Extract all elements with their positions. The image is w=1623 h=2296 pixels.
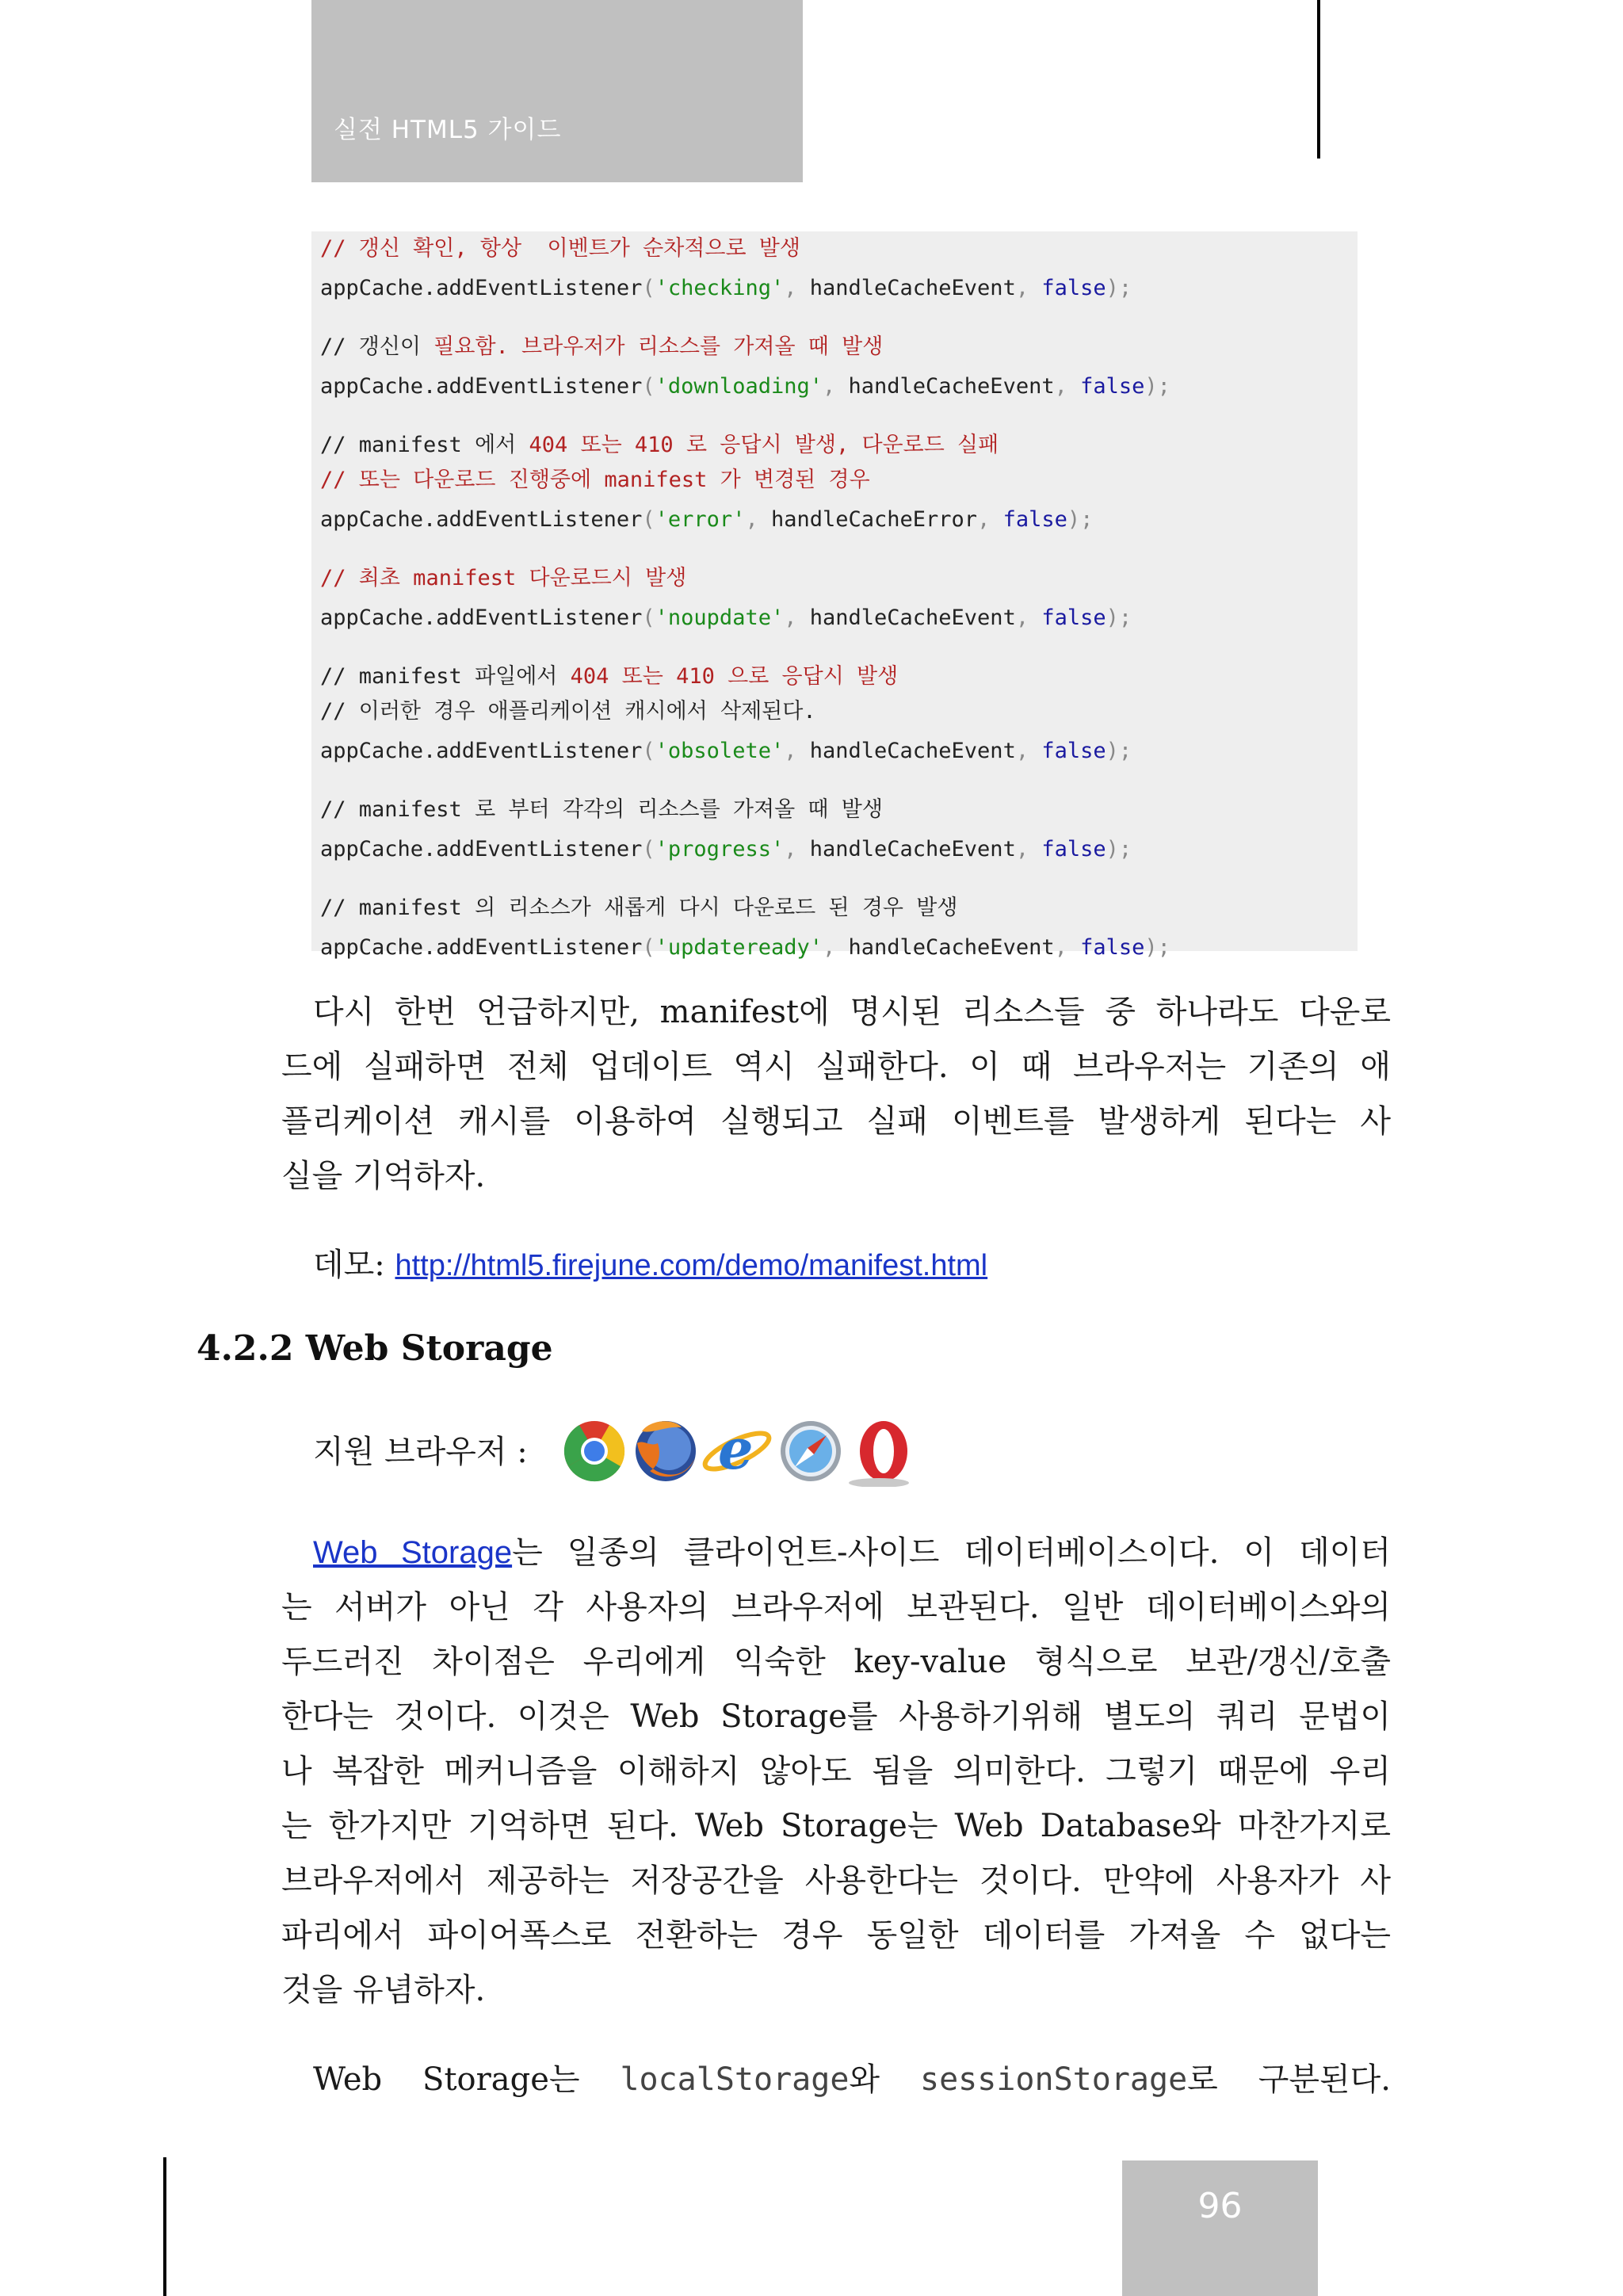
code-block — [311, 231, 1358, 960]
code-line — [320, 565, 686, 592]
code-token: , — [784, 606, 810, 630]
text-line — [281, 1529, 1391, 1576]
code-token: ( — [642, 606, 655, 630]
text-line: 실을 기억하자. — [281, 1158, 486, 1194]
code-token: 'error' — [655, 507, 746, 532]
code-token: handleCacheEvent — [809, 739, 1016, 763]
code-token: 필요함. 브라우저가 리소스를 가져올 때 발생 — [433, 334, 884, 359]
code-token: // manifest 파일에서 — [320, 664, 571, 689]
code-token: , — [1015, 739, 1042, 763]
firefox-icon — [636, 1421, 696, 1481]
code-token: handleCacheEvent — [809, 276, 1016, 300]
section-heading: 4.2.2 Web Storage — [197, 1328, 553, 1369]
demo-label: 데모: — [313, 1247, 385, 1283]
text-line: 한다는 것이다. 이것은 Web Storage를 사용하기위해 별도의 쿼리 문법이 — [281, 1698, 1391, 1735]
code-token: handleCacheEvent — [809, 606, 1016, 630]
code-token: handleCacheEvent — [848, 374, 1055, 399]
code-token: // 이러한 경우 애플리케이션 캐시에서 삭제된다. — [320, 699, 816, 724]
code-token: appCache.addEventListener — [320, 276, 643, 300]
chrome-icon — [564, 1421, 632, 1485]
text-line: 파리에서 파이어폭스로 전환하는 경우 동일한 데이터를 가져올 수 없다는 — [281, 1917, 1391, 1954]
header-block — [311, 0, 803, 182]
code-token: ( — [642, 276, 655, 300]
code-token: ( — [642, 837, 655, 861]
code-line — [320, 797, 883, 823]
code-token: appCache.addEventListener — [320, 606, 643, 630]
code-line — [320, 605, 1132, 632]
code-token: false — [1041, 276, 1106, 300]
code-token: 404 또는 410 로 응답시 발생, 다운로드 실패 — [529, 433, 999, 457]
code-token: 'progress' — [655, 837, 785, 861]
code-token: , — [1015, 276, 1042, 300]
text-line: 브라우저에서 제공하는 저장공간을 사용한다는 것이다. 만약에 사용자가 사 — [281, 1862, 1391, 1899]
svg-text:e: e — [718, 1416, 754, 1482]
margin-rule-top — [1317, 0, 1320, 159]
code-token: , — [784, 837, 810, 861]
text-line: 두드러진 차이점은 우리에게 익숙한 key-value 형식으로 보관/갱신/호출 — [281, 1644, 1391, 1680]
code-line — [320, 467, 870, 494]
code-token: false — [1041, 837, 1106, 861]
browser-icons — [559, 1415, 931, 1487]
code-token: ( — [642, 374, 655, 399]
text-line: 드에 실패하면 전체 업데이트 역시 실패한다. 이 때 브라우저는 기존의 애 — [281, 1049, 1391, 1085]
code-token: false — [1041, 739, 1106, 763]
code-line — [320, 235, 800, 262]
code-line — [320, 836, 1132, 863]
code-token: ); — [1106, 739, 1132, 763]
code-token: ); — [1106, 606, 1132, 630]
code-token: appCache.addEventListener — [320, 837, 643, 861]
code-line — [320, 895, 957, 922]
opera-icon — [849, 1421, 909, 1487]
running-header-title: 실전 HTML5 가이드 — [334, 116, 562, 144]
code-token: , — [784, 739, 810, 763]
code-session-storage: sessionStorage — [920, 2061, 1188, 2098]
code-token: ); — [1106, 837, 1132, 861]
code-token: , — [784, 276, 810, 300]
code-token: // 또는 다운로드 진행중에 manifest 가 변경된 경우 — [320, 468, 870, 492]
code-token: 'checking' — [655, 276, 785, 300]
code-token: handleCacheError — [770, 507, 978, 532]
code-line — [320, 934, 1170, 961]
code-token: // manifest 로 부터 각각의 리소스를 가져올 때 발생 — [320, 797, 883, 822]
code-token: // 갱신 확인, 항상 이벤트가 순차적으로 발생 — [320, 236, 800, 261]
text-line: 는 한가지만 기억하면 된다. Web Storage는 Web Database와 마찬가지로 — [281, 1808, 1391, 1844]
code-token: false — [1002, 507, 1067, 532]
code-token: 'obsolete' — [655, 739, 785, 763]
text-line: 나 복잡한 메커니즘을 이해하지 않아도 됨을 의미한다. 그렇기 때문에 우리 — [281, 1753, 1391, 1790]
code-token: 'noupdate' — [655, 606, 785, 630]
margin-rule-bottom — [163, 2157, 166, 2296]
code-token: ); — [1067, 507, 1094, 532]
code-line — [320, 334, 883, 361]
code-token: appCache.addEventListener — [320, 935, 643, 960]
code-line — [320, 663, 898, 690]
code-token: false — [1080, 374, 1145, 399]
code-token: ); — [1144, 374, 1170, 399]
web-storage-link[interactable]: Web Storage — [313, 1535, 513, 1570]
code-token: // 갱신이 — [320, 334, 434, 359]
code-token: ); — [1106, 276, 1132, 300]
code-token: handleCacheEvent — [848, 935, 1055, 960]
text-span: 와 — [849, 2061, 880, 2098]
code-token: ( — [642, 739, 655, 763]
code-token: handleCacheEvent — [809, 837, 1016, 861]
text-span: 는 일종의 클라이언트-사이드 데이터베이스이다. 이 데이터 — [512, 1534, 1392, 1571]
code-token: , — [1015, 837, 1042, 861]
code-token: ( — [642, 507, 655, 532]
code-token: 'updateready' — [655, 935, 823, 960]
code-line — [320, 506, 1093, 533]
code-token: 'downloading' — [655, 374, 823, 399]
text-line — [281, 2056, 1391, 2103]
code-line — [320, 275, 1132, 302]
code-line — [320, 698, 816, 725]
demo-link[interactable]: http://html5.firejune.com/demo/manifest.html — [395, 1249, 988, 1282]
text-line: 는 서버가 아닌 각 사용자의 브라우저에 보관된다. 일반 데이터베이스와의 — [281, 1589, 1391, 1626]
code-token: ); — [1144, 935, 1170, 960]
safari-icon — [781, 1421, 841, 1481]
code-line — [320, 738, 1132, 765]
supported-browsers-label: 지원 브라우저 : — [313, 1434, 528, 1470]
code-token: false — [1041, 606, 1106, 630]
code-local-storage: localStorage — [620, 2061, 850, 2098]
code-line — [320, 373, 1170, 400]
code-token: appCache.addEventListener — [320, 507, 643, 532]
code-token: // manifest 의 리소스가 새롭게 다시 다운로드 된 경우 발생 — [320, 896, 958, 920]
code-token: , — [1054, 935, 1081, 960]
text-line: 다시 한번 언급하지만, manifest에 명시된 리소스들 중 하나라도 다운로 — [313, 994, 1391, 1030]
code-token: , — [745, 507, 771, 532]
code-token: , — [977, 507, 1003, 532]
code-token: 404 또는 410 으로 응답시 발생 — [570, 664, 899, 689]
code-token: , — [1054, 374, 1081, 399]
code-token: false — [1080, 935, 1145, 960]
code-line — [320, 432, 999, 459]
text-line: 플리케이션 캐시를 이용하여 실행되고 실패 이벤트를 발생하게 된다는 사 — [281, 1103, 1391, 1140]
ie-icon — [701, 1416, 773, 1482]
page-number-block — [1122, 2160, 1318, 2296]
code-token: ( — [642, 935, 655, 960]
code-token: appCache.addEventListener — [320, 374, 643, 399]
code-token: , — [1015, 606, 1042, 630]
code-token: // 최초 manifest 다운로드시 발생 — [320, 566, 687, 590]
page-number: 96 — [1197, 2186, 1243, 2226]
demo-row — [281, 1241, 1391, 1289]
text-line: 것을 유념하자. — [281, 1972, 486, 2008]
text-span: 로 구분된다. — [1187, 2061, 1391, 2098]
text-span: Web Storage는 — [313, 2061, 580, 2098]
code-token: // manifest 에서 — [320, 433, 529, 457]
code-token: appCache.addEventListener — [320, 739, 643, 763]
code-token: , — [822, 935, 849, 960]
code-token: , — [822, 374, 849, 399]
